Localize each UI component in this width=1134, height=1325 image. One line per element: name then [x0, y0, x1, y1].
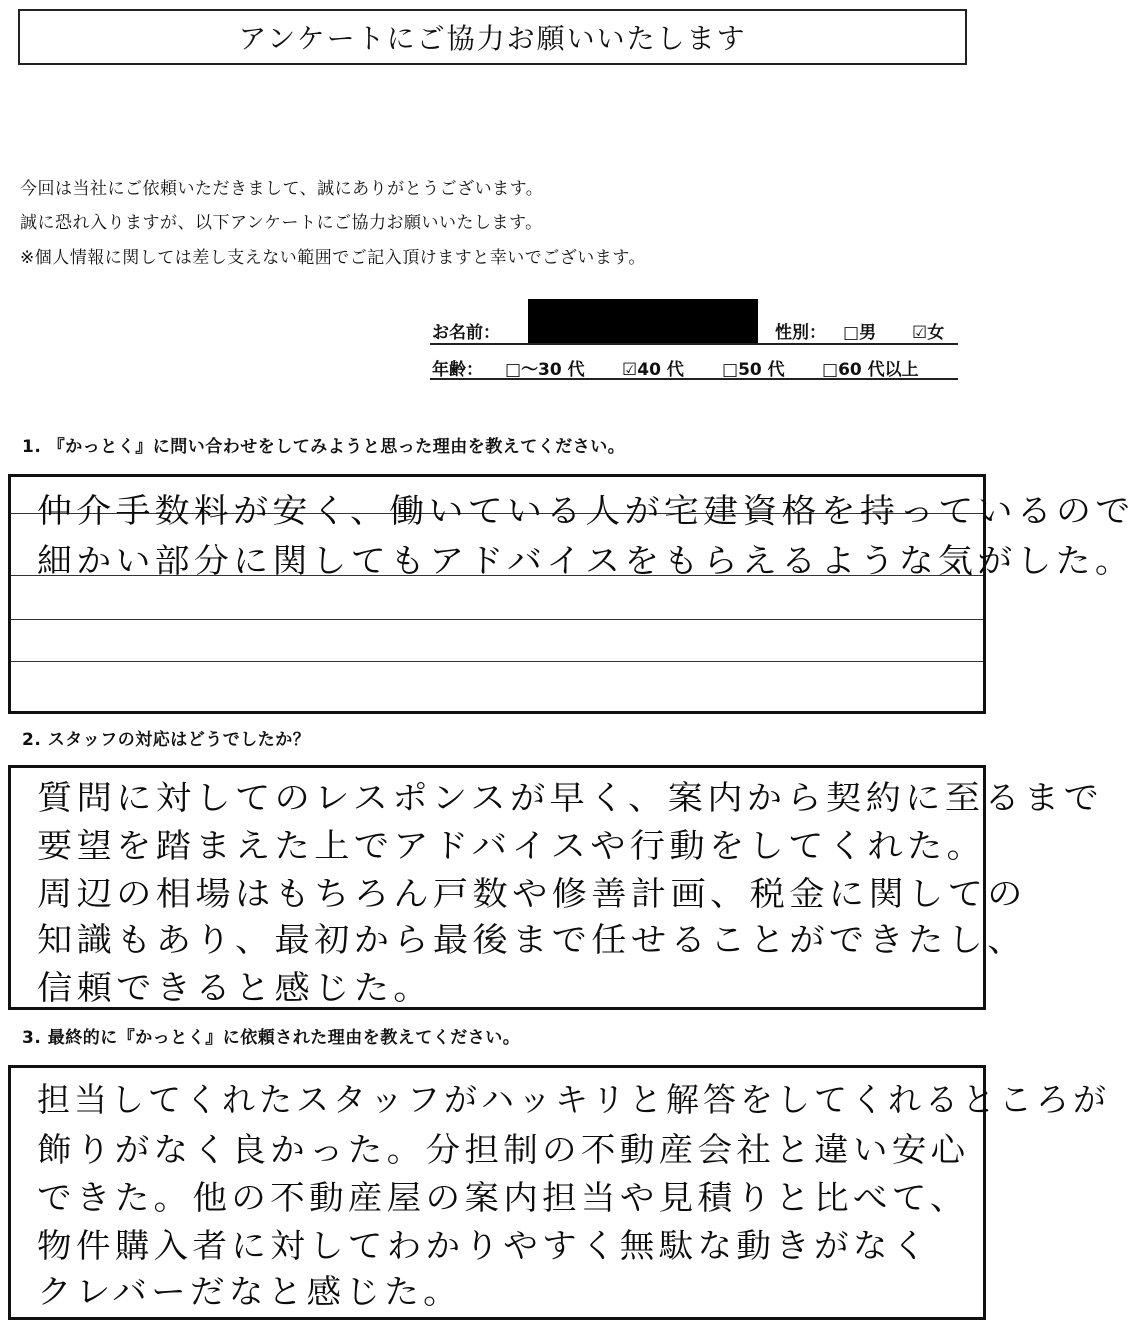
answer-box-3[interactable]: [8, 1065, 1110, 1320]
name-underline: [430, 343, 958, 345]
answer-3-line-1: 担当してくれたスタッフがハッキリと解答をしてくれるところが: [37, 1080, 1110, 1119]
age-option-50s[interactable]: [722, 355, 785, 380]
intro-line-3: ※個人情報に関しては差し支えない範囲でご記入頂けますと幸いでございます。: [20, 248, 646, 268]
checkbox-age-under-30[interactable]: □: [505, 360, 522, 380]
answer-3-line-4: 物件購入者に対してわかりやすく無駄な動きがなく: [37, 1226, 931, 1265]
intro-line-1: 今回は当社にご依頼いただきまして、誠にありがとうございます。: [20, 179, 544, 199]
age-under-30-label: ～30 代: [521, 360, 585, 380]
age-40s-label: 40 代: [637, 360, 684, 380]
question-1: 1. 『かっとく』に問い合わせをしてみようと思った理由を教えてください。: [22, 437, 626, 457]
gender-option-male[interactable]: [843, 318, 876, 343]
checkbox-age-60s-plus[interactable]: □: [822, 360, 839, 380]
gender-female-label: 女: [927, 323, 945, 343]
age-60s-plus-label: 60 代以上: [838, 360, 919, 380]
answer-2-line-2: 要望を踏まえた上でアドバイスや行動をしてくれた。: [37, 826, 987, 865]
age-option-40s[interactable]: [622, 355, 684, 380]
answer-3-line-3: できた。他の不動産屋の案内担当や見積りと比べて、: [37, 1178, 969, 1217]
question-3: 3. 最終的に『かっとく』に依頼された理由を教えてください。: [22, 1028, 521, 1048]
age-50s-label: 50 代: [738, 360, 785, 380]
answer-3-line-2: 飾りがなく良かった。分担制の不動産会社と違い安心: [37, 1130, 970, 1169]
redacted-name: [528, 299, 758, 343]
age-option-under-30[interactable]: [505, 355, 585, 380]
checkbox-male[interactable]: □: [843, 323, 860, 343]
checkbox-age-40s[interactable]: ☑: [622, 360, 638, 380]
gender-label: 性別：: [775, 323, 826, 343]
answer-2-line-1: 質問に対してのレスポンスが早く、案内から契約に至るまで: [37, 778, 1104, 817]
age-underline: [430, 378, 958, 380]
gender-option-female[interactable]: [912, 318, 944, 343]
answer-1-line-1: 仲介手数料が安く、働いている人が宅建資格を持っているので: [37, 491, 1134, 530]
answer-box-2[interactable]: [8, 765, 1104, 1010]
age-label: 年齢：: [432, 360, 483, 380]
age-option-60s-plus[interactable]: [822, 355, 919, 380]
checkbox-female[interactable]: ☑: [912, 323, 928, 343]
answer-3-line-5: クレバーだなと感じた。: [37, 1272, 462, 1311]
answer-box-1[interactable]: [8, 474, 1134, 714]
survey-title: アンケートにご協力お願いいたします: [18, 9, 967, 65]
answer-2-line-5: 信頼できると感じた。: [37, 968, 433, 1007]
answer-1-line-2: 細かい部分に関してもアドバイスをもらえるような気がした。: [37, 541, 1134, 580]
name-label: お名前：: [432, 323, 500, 343]
question-2: 2. スタッフの対応はどうでしたか？: [22, 730, 311, 750]
answer-2-line-4: 知識もあり、最初から最後まで任せることができたし、: [37, 920, 1027, 959]
checkbox-age-50s[interactable]: □: [722, 360, 739, 380]
intro-line-2: 誠に恐れ入りますが、以下アンケートにご協力お願いいたします。: [20, 213, 543, 233]
gender-male-label: 男: [859, 323, 877, 343]
answer-2-line-3: 周辺の相場はもちろん戸数や修善計画、税金に関しての: [37, 874, 1027, 913]
